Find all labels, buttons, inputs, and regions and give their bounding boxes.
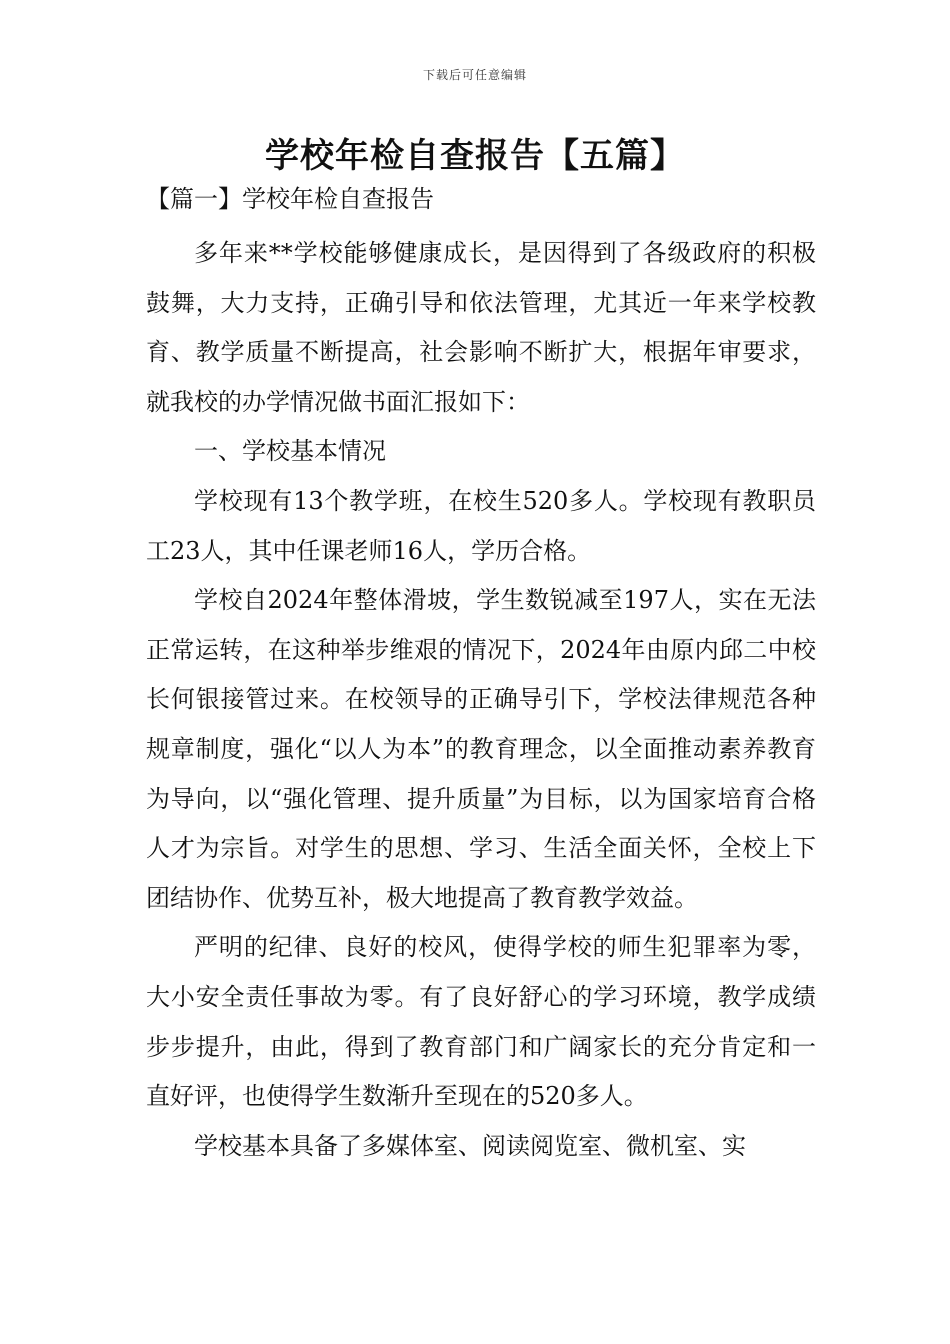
paragraph-basic-info: 学校现有13个教学班，在校生520多人。学校现有教职员工23人，其中任课老师16人，学历合格。 <box>146 486 816 565</box>
paragraph-intro: 多年来**学校能够健康成长，是因得到了各级政府的积极鼓舞，大力支持，正确引导和依法管理，尤其近一年来学校教育、教学质量不断提高，社会影响不断扩大，根据年审要求，就我校的办学情况做书面汇报如下： <box>146 239 816 416</box>
paragraph-discipline: 严明的纪律、良好的校风，使得学校的师生犯罪率为零，大小安全责任事故为零。有了良好舒心的学习环境，教学成绩步步提升，由此，得到了教育部门和广阔家长的充分肯定和一直好评，也使得学生数渐升至现在的520多人。 <box>146 933 816 1111</box>
paragraph-history: 学校自2024年整体滑坡，学生数锐减至197人，实在无法正常运转，在这种举步维艰的情况下，2024年由原内邱二中校长何银接管过来。在校领导的正确导引下，学校法律规范各种规章制度，强化“以人为本”的教育理念，以全面推动素养教育为导向，以“强化管理、提升质量”为目标，以为国家培育合格人才为宗旨。对学生的思想、学习、生活全面关怀，全校上下团结协作、优势互补，极大地提高了教育教学效益。 <box>146 586 816 912</box>
document-body <box>146 180 816 1171</box>
paragraph-subheading: 一、学校基本情况 <box>194 437 386 466</box>
document-title: 学校年检自查报告【五篇】 <box>265 136 685 176</box>
section-heading: 【篇一】学校年检自查报告 <box>146 185 434 213</box>
page-header-note: 下载后可任意编辑 <box>422 68 527 82</box>
paragraph-facilities: 学校基本具备了多媒体室、阅读阅览室、微机室、实 <box>194 1131 746 1160</box>
